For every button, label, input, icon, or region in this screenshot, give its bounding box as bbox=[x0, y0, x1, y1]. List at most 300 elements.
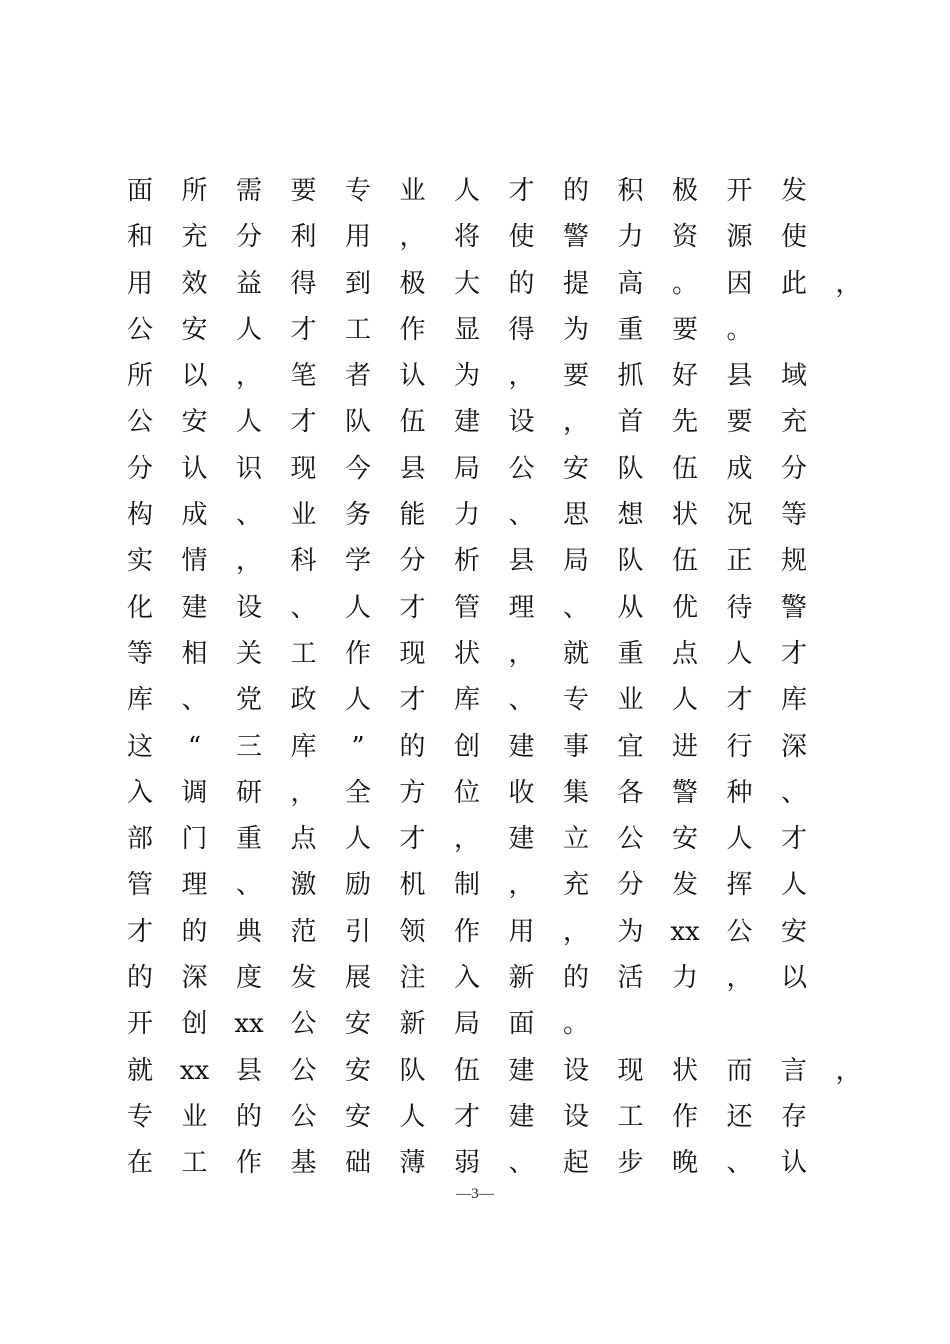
text-char: 极 bbox=[399, 268, 426, 299]
text-char: 基 bbox=[290, 1148, 317, 1179]
text-char: 今 bbox=[344, 453, 371, 484]
text-char: 点 bbox=[290, 824, 317, 855]
text-char: 设 bbox=[562, 1101, 589, 1132]
text-char: 门 bbox=[181, 824, 208, 855]
text-char: 理 bbox=[508, 592, 535, 623]
text-char: 待 bbox=[726, 592, 753, 623]
text-char: 才 bbox=[126, 916, 153, 947]
text-char: 人 bbox=[235, 314, 262, 345]
text-char: 发 bbox=[780, 176, 807, 206]
text-char: 的 bbox=[126, 963, 153, 994]
text-char: 分 bbox=[399, 546, 426, 577]
text-char: 。 bbox=[726, 314, 753, 345]
text-char: 效 bbox=[181, 268, 208, 299]
text-char: 积 bbox=[617, 176, 644, 206]
text-char: 建 bbox=[181, 592, 208, 623]
text-char: 县 bbox=[508, 546, 535, 577]
text-char: 、 bbox=[290, 592, 317, 623]
text-line bbox=[120, 307, 880, 353]
text-char: 使 bbox=[780, 222, 807, 253]
text-char: 业 bbox=[617, 685, 644, 716]
text-char: 。 bbox=[671, 268, 698, 299]
text-line bbox=[120, 1094, 880, 1140]
text-char: 度 bbox=[235, 963, 262, 994]
text-char: 队 bbox=[344, 407, 371, 438]
text-char: 显 bbox=[453, 314, 480, 345]
text-char: 挥 bbox=[726, 870, 753, 901]
text-char: 安 bbox=[181, 314, 208, 345]
text-char: 业 bbox=[290, 500, 317, 531]
text-char: 者 bbox=[344, 361, 371, 392]
text-char: 建 bbox=[508, 824, 535, 855]
text-char: 高 bbox=[617, 268, 644, 299]
text-char: 此 bbox=[780, 268, 807, 299]
text-char: 活 bbox=[617, 963, 644, 994]
text-line bbox=[120, 677, 880, 723]
text-char: xx bbox=[234, 1009, 264, 1040]
text-char: 人 bbox=[344, 824, 371, 855]
text-char: 创 bbox=[453, 731, 480, 762]
text-char: 专 bbox=[562, 685, 589, 716]
text-char: 伍 bbox=[399, 407, 426, 438]
text-char: “ bbox=[187, 731, 202, 762]
text-char: 业 bbox=[181, 1101, 208, 1132]
text-char: 深 bbox=[780, 731, 807, 762]
text-char: 、 bbox=[726, 1148, 753, 1179]
text-char: 、 bbox=[562, 592, 589, 623]
text-char: 领 bbox=[399, 916, 426, 947]
text-char: 安 bbox=[780, 916, 807, 947]
text-char: 的 bbox=[399, 731, 426, 762]
text-char: ， bbox=[835, 268, 862, 299]
text-char: 作 bbox=[399, 314, 426, 345]
text-char: 人 bbox=[344, 592, 371, 623]
text-char: ， bbox=[835, 1055, 862, 1086]
text-line bbox=[120, 1048, 880, 1094]
text-char: 警 bbox=[780, 592, 807, 623]
text-char: 公 bbox=[290, 1009, 317, 1040]
text-char: 就 bbox=[126, 1055, 153, 1086]
text-char: ， bbox=[508, 361, 535, 392]
text-char: 作 bbox=[453, 916, 480, 947]
text-char: 各 bbox=[617, 777, 644, 808]
text-char: 想 bbox=[617, 500, 644, 531]
text-char: 安 bbox=[671, 824, 698, 855]
text-char: 安 bbox=[181, 407, 208, 438]
text-char: 开 bbox=[126, 1009, 153, 1040]
text-char: 而 bbox=[726, 1055, 753, 1086]
text-char: 重 bbox=[235, 824, 262, 855]
text-char: 弱 bbox=[453, 1148, 480, 1179]
text-char: 县 bbox=[726, 361, 753, 392]
text-char: 全 bbox=[344, 777, 371, 808]
text-char: ， bbox=[399, 222, 426, 253]
text-char: 公 bbox=[726, 916, 753, 947]
text-char: 行 bbox=[726, 731, 753, 762]
text-char: 才 bbox=[399, 592, 426, 623]
text-char: 思 bbox=[562, 500, 589, 531]
text-char: 状 bbox=[453, 638, 480, 669]
text-char: 立 bbox=[562, 824, 589, 855]
text-char: 将 bbox=[453, 222, 480, 253]
text-char: 要 bbox=[290, 176, 317, 206]
text-char: 要 bbox=[726, 407, 753, 438]
text-char: 言 bbox=[780, 1055, 807, 1086]
page-number: —3— bbox=[456, 1186, 494, 1202]
text-char: 设 bbox=[235, 592, 262, 623]
text-char: 现 bbox=[399, 638, 426, 669]
text-char: 才 bbox=[780, 638, 807, 669]
text-char: 源 bbox=[726, 222, 753, 253]
text-char: 库 bbox=[126, 685, 153, 716]
text-char: 管 bbox=[126, 870, 153, 901]
text-char: 、 bbox=[235, 870, 262, 901]
text-line bbox=[120, 446, 880, 492]
text-char: 充 bbox=[780, 407, 807, 438]
text-char: 伍 bbox=[671, 546, 698, 577]
text-char: 分 bbox=[235, 222, 262, 253]
text-char: xx bbox=[179, 1055, 210, 1086]
text-char: 设 bbox=[562, 1055, 589, 1086]
text-char: 局 bbox=[453, 453, 480, 484]
text-char: ， bbox=[453, 824, 480, 855]
text-line bbox=[120, 909, 880, 955]
text-char: 要 bbox=[671, 314, 698, 345]
text-char: 作 bbox=[235, 1148, 262, 1179]
text-char: 才 bbox=[726, 685, 753, 716]
text-char: 抓 bbox=[617, 361, 644, 392]
text-char: 状 bbox=[671, 500, 698, 531]
text-char: 存 bbox=[780, 1101, 807, 1132]
text-char: 才 bbox=[290, 314, 317, 345]
text-char: 充 bbox=[562, 870, 589, 901]
text-char: 认 bbox=[399, 361, 426, 392]
text-char: 创 bbox=[181, 1009, 208, 1040]
text-char: 用 bbox=[344, 222, 371, 253]
text-char: 重 bbox=[617, 638, 644, 669]
text-line bbox=[120, 399, 880, 445]
text-char: 人 bbox=[726, 824, 753, 855]
text-char: 工 bbox=[344, 314, 371, 345]
text-char: 公 bbox=[617, 824, 644, 855]
text-char: 范 bbox=[290, 916, 317, 947]
text-char: 公 bbox=[126, 407, 153, 438]
text-char: 方 bbox=[399, 777, 426, 808]
text-char: 安 bbox=[344, 1055, 371, 1086]
text-char: 析 bbox=[453, 546, 480, 577]
text-char: 公 bbox=[126, 314, 153, 345]
text-line bbox=[120, 168, 880, 214]
text-char: 人 bbox=[399, 1101, 426, 1132]
text-char: 分 bbox=[617, 870, 644, 901]
text-char: 利 bbox=[290, 222, 317, 253]
text-char: 充 bbox=[181, 222, 208, 253]
text-char: 理 bbox=[181, 870, 208, 901]
text-char: 工 bbox=[290, 638, 317, 669]
text-char: 事 bbox=[562, 731, 589, 762]
text-char: 笔 bbox=[290, 361, 317, 392]
text-char: 深 bbox=[181, 963, 208, 994]
text-char: 还 bbox=[726, 1101, 753, 1132]
text-char: 的 bbox=[181, 916, 208, 947]
body-text bbox=[120, 168, 880, 1187]
text-char: 分 bbox=[780, 453, 807, 484]
text-char: 极 bbox=[671, 176, 698, 206]
text-char: 公 bbox=[290, 1055, 317, 1086]
text-char: 收 bbox=[508, 777, 535, 808]
text-char: 能 bbox=[399, 500, 426, 531]
text-line bbox=[120, 955, 880, 1001]
text-char: 识 bbox=[235, 453, 262, 484]
text-char: 益 bbox=[235, 268, 262, 299]
text-char: 面 bbox=[508, 1009, 535, 1040]
text-char: 建 bbox=[508, 731, 535, 762]
text-char: 建 bbox=[508, 1055, 535, 1086]
text-char: 优 bbox=[671, 592, 698, 623]
text-char: 集 bbox=[562, 777, 589, 808]
text-char: 设 bbox=[508, 407, 535, 438]
text-char: 好 bbox=[671, 361, 698, 392]
text-char: 新 bbox=[508, 963, 535, 994]
text-char: 引 bbox=[344, 916, 371, 947]
text-char: 、 bbox=[235, 500, 262, 531]
text-char: 就 bbox=[562, 638, 589, 669]
text-line bbox=[120, 353, 880, 399]
text-char: 大 bbox=[453, 268, 480, 299]
text-char: 得 bbox=[290, 268, 317, 299]
text-char: 到 bbox=[344, 268, 371, 299]
text-char: 状 bbox=[671, 1055, 698, 1086]
text-char: 队 bbox=[617, 546, 644, 577]
text-char: 才 bbox=[399, 824, 426, 855]
text-char: 专 bbox=[344, 176, 371, 206]
text-line bbox=[120, 1001, 880, 1047]
text-char: 的 bbox=[562, 176, 589, 206]
text-char: 入 bbox=[453, 963, 480, 994]
text-char: 力 bbox=[617, 222, 644, 253]
text-char: 业 bbox=[399, 176, 426, 206]
text-char: 警 bbox=[562, 222, 589, 253]
text-char: 人 bbox=[235, 407, 262, 438]
text-char: 种 bbox=[726, 777, 753, 808]
text-char: 先 bbox=[671, 407, 698, 438]
text-char: 才 bbox=[453, 1101, 480, 1132]
text-char: 库 bbox=[780, 685, 807, 716]
text-char: 作 bbox=[671, 1101, 698, 1132]
text-char: 力 bbox=[453, 500, 480, 531]
text-char: 因 bbox=[726, 268, 753, 299]
text-char: 为 bbox=[562, 314, 589, 345]
text-char: 的 bbox=[562, 963, 589, 994]
text-char: 、 bbox=[181, 685, 208, 716]
text-line bbox=[120, 724, 880, 770]
text-char: 首 bbox=[617, 407, 644, 438]
text-char: 使 bbox=[508, 222, 535, 253]
text-line bbox=[120, 631, 880, 677]
text-char: 域 bbox=[780, 361, 807, 392]
text-char: 激 bbox=[290, 870, 317, 901]
text-char: 成 bbox=[726, 453, 753, 484]
text-char: 新 bbox=[399, 1009, 426, 1040]
text-char: 三 bbox=[235, 731, 262, 762]
text-char: 在 bbox=[126, 1148, 153, 1179]
text-char: 关 bbox=[235, 638, 262, 669]
text-char: 、 bbox=[508, 1148, 535, 1179]
text-char: ， bbox=[290, 777, 317, 808]
text-char: 政 bbox=[290, 685, 317, 716]
text-char: 点 bbox=[671, 638, 698, 669]
text-line bbox=[120, 1140, 880, 1186]
text-char: 面 bbox=[126, 176, 153, 206]
text-char: 人 bbox=[344, 685, 371, 716]
text-char: ， bbox=[562, 916, 589, 947]
text-char: 警 bbox=[671, 777, 698, 808]
text-char: 专 bbox=[126, 1101, 153, 1132]
text-char: 建 bbox=[453, 407, 480, 438]
text-char: 的 bbox=[508, 268, 535, 299]
text-char: 安 bbox=[562, 453, 589, 484]
text-char: 人 bbox=[453, 176, 480, 206]
text-char: 作 bbox=[344, 638, 371, 669]
text-char: ” bbox=[351, 731, 365, 762]
text-char: 要 bbox=[562, 361, 589, 392]
text-char: 构 bbox=[126, 500, 153, 531]
text-char: 以 bbox=[780, 963, 807, 994]
text-char: 所 bbox=[126, 361, 153, 392]
text-line bbox=[120, 538, 880, 584]
text-char: ， bbox=[235, 361, 262, 392]
text-char: 相 bbox=[181, 638, 208, 669]
text-char: 科 bbox=[290, 546, 317, 577]
text-char: 人 bbox=[726, 638, 753, 669]
text-line bbox=[120, 816, 880, 862]
text-char: 公 bbox=[508, 453, 535, 484]
text-char: 库 bbox=[290, 731, 317, 762]
text-char: 展 bbox=[344, 963, 371, 994]
text-char: 队 bbox=[617, 453, 644, 484]
text-char: 实 bbox=[126, 546, 153, 577]
text-char: 为 bbox=[617, 916, 644, 947]
text-char: 分 bbox=[126, 453, 153, 484]
text-char: 晚 bbox=[671, 1148, 698, 1179]
text-char: 力 bbox=[671, 963, 698, 994]
text-char: 位 bbox=[453, 777, 480, 808]
text-char: 制 bbox=[453, 870, 480, 901]
text-char: 才 bbox=[290, 407, 317, 438]
text-char: 从 bbox=[617, 592, 644, 623]
text-char: 、 bbox=[780, 777, 807, 808]
text-char: 调 bbox=[181, 777, 208, 808]
text-char: 人 bbox=[671, 685, 698, 716]
text-char: 需 bbox=[235, 176, 262, 206]
text-char: 重 bbox=[617, 314, 644, 345]
text-char: 务 bbox=[344, 500, 371, 531]
text-char: 以 bbox=[181, 361, 208, 392]
text-char: 机 bbox=[399, 870, 426, 901]
text-char: 现 bbox=[617, 1055, 644, 1086]
text-char: 才 bbox=[780, 824, 807, 855]
text-char: 注 bbox=[399, 963, 426, 994]
text-char: 党 bbox=[235, 685, 262, 716]
text-char: 管 bbox=[453, 592, 480, 623]
text-char: 化 bbox=[126, 592, 153, 623]
text-char: ， bbox=[562, 407, 589, 438]
text-char: xx bbox=[670, 916, 700, 947]
text-char: 正 bbox=[726, 546, 753, 577]
text-char: 研 bbox=[235, 777, 262, 808]
text-char: ， bbox=[508, 638, 535, 669]
text-char: 发 bbox=[671, 870, 698, 901]
text-char: 工 bbox=[617, 1101, 644, 1132]
text-char: 开 bbox=[726, 176, 753, 206]
text-char: 入 bbox=[126, 777, 153, 808]
text-char: 认 bbox=[780, 1148, 807, 1179]
text-char: 工 bbox=[181, 1148, 208, 1179]
text-char: 薄 bbox=[399, 1148, 426, 1179]
text-char: 用 bbox=[126, 268, 153, 299]
text-char: 况 bbox=[726, 500, 753, 531]
text-char: 的 bbox=[235, 1101, 262, 1132]
text-char: 伍 bbox=[671, 453, 698, 484]
text-char: 得 bbox=[508, 314, 535, 345]
text-char: 学 bbox=[344, 546, 371, 577]
text-char: 局 bbox=[562, 546, 589, 577]
text-char: ， bbox=[508, 870, 535, 901]
text-char: 队 bbox=[399, 1055, 426, 1086]
text-line bbox=[120, 770, 880, 816]
text-char: 等 bbox=[126, 638, 153, 669]
text-char: 起 bbox=[562, 1148, 589, 1179]
text-char: 人 bbox=[780, 870, 807, 901]
text-char: 提 bbox=[562, 268, 589, 299]
text-char: 等 bbox=[780, 500, 807, 531]
text-char: 安 bbox=[344, 1009, 371, 1040]
text-char: 局 bbox=[453, 1009, 480, 1040]
text-char: 部 bbox=[126, 824, 153, 855]
text-char: 县 bbox=[235, 1055, 262, 1086]
text-char: 安 bbox=[344, 1101, 371, 1132]
text-char: 为 bbox=[453, 361, 480, 392]
text-line bbox=[120, 261, 880, 307]
text-char: 才 bbox=[508, 176, 535, 206]
text-char: 宜 bbox=[617, 731, 644, 762]
text-char: ， bbox=[235, 546, 262, 577]
text-char: 县 bbox=[399, 453, 426, 484]
text-char: 现 bbox=[290, 453, 317, 484]
text-line bbox=[120, 585, 880, 631]
text-char: 资 bbox=[671, 222, 698, 253]
text-char: 础 bbox=[344, 1148, 371, 1179]
text-char: 伍 bbox=[453, 1055, 480, 1086]
text-char: 所 bbox=[181, 176, 208, 206]
text-line bbox=[120, 492, 880, 538]
text-char: 成 bbox=[181, 500, 208, 531]
text-line bbox=[120, 214, 880, 260]
text-char: 发 bbox=[290, 963, 317, 994]
text-char: 才 bbox=[399, 685, 426, 716]
text-char: 规 bbox=[780, 546, 807, 577]
text-char: 情 bbox=[181, 546, 208, 577]
text-char: 励 bbox=[344, 870, 371, 901]
text-char: 用 bbox=[508, 916, 535, 947]
text-char: 库 bbox=[453, 685, 480, 716]
text-char: 、 bbox=[508, 500, 535, 531]
text-char: ， bbox=[726, 963, 753, 994]
text-char: 建 bbox=[508, 1101, 535, 1132]
text-char: 步 bbox=[617, 1148, 644, 1179]
text-char: 。 bbox=[562, 1009, 589, 1040]
text-line bbox=[120, 862, 880, 908]
